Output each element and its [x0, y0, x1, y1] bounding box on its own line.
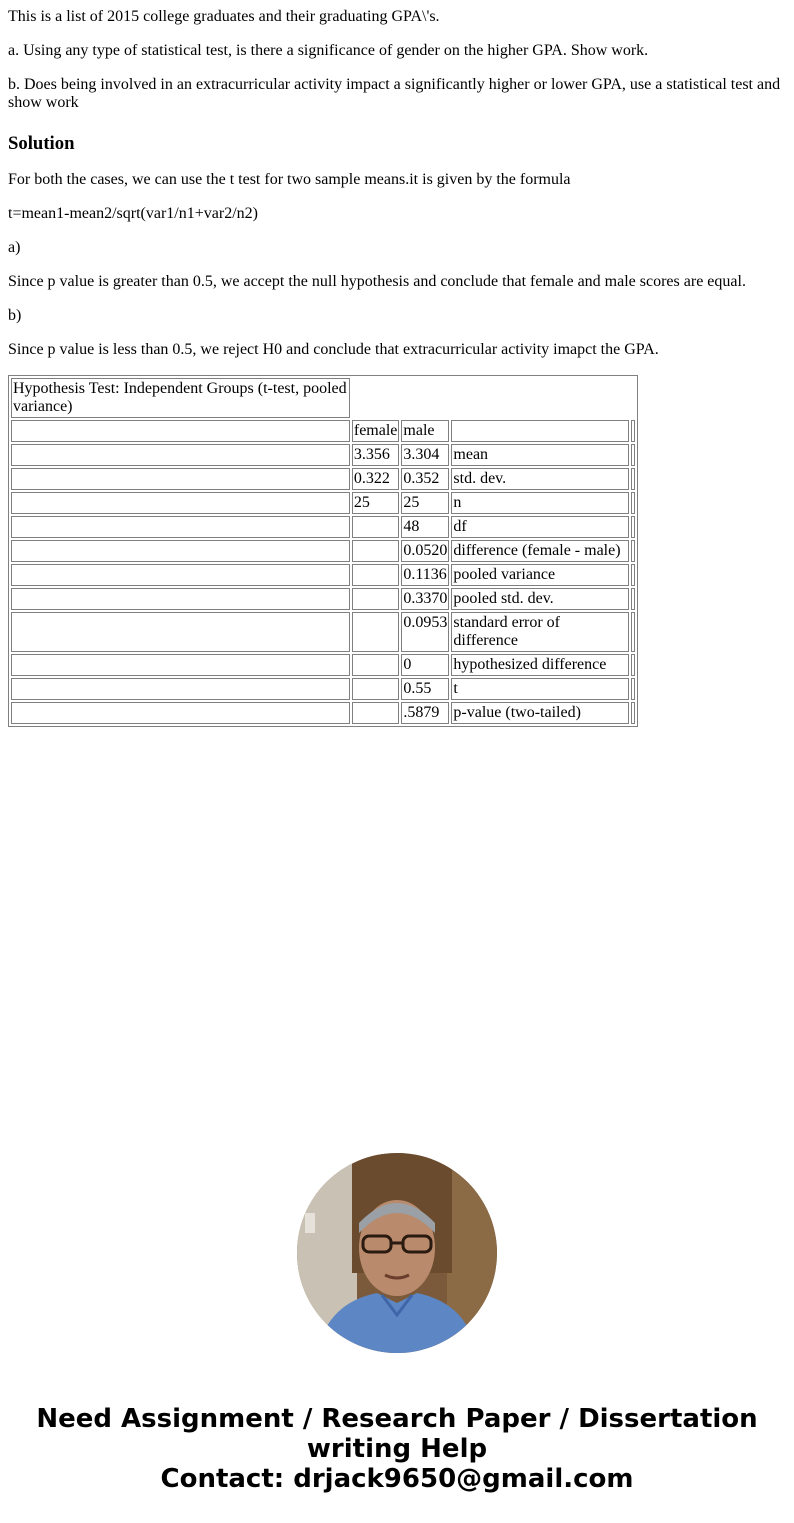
table-row [11, 678, 635, 700]
table-cell-label: pooled variance [451, 564, 629, 586]
table-cell-empty [11, 654, 350, 676]
table-cell-male: 0.0953 [401, 612, 449, 652]
table-cell-empty [11, 516, 350, 538]
table-cell-female: 0.322 [352, 468, 400, 490]
table-header-row [11, 420, 635, 442]
table-cell-label: hypothesized difference [451, 654, 629, 676]
solution-a-text: Since p value is greater than 0.5, we accept the null hypothesis and conclude that female and male scores are equal. [8, 273, 746, 290]
table-cell-edge [631, 588, 635, 610]
table-cell-label: mean [451, 444, 629, 466]
hypothesis-test-table [8, 375, 638, 727]
table-cell-male: 48 [401, 516, 449, 538]
question-part-a: a. Using any type of statistical test, is there a significance of gender on the higher GPA. Show work. [8, 42, 649, 59]
table-cell-empty [11, 492, 350, 514]
table-row [11, 564, 635, 586]
table-cell-female [352, 540, 400, 562]
table-cell-edge [631, 540, 635, 562]
table-cell-edge [631, 678, 635, 700]
table-cell-label: t [451, 678, 629, 700]
table-cell-empty [11, 444, 350, 466]
table-cell-empty [11, 540, 350, 562]
table-cell-label: n [451, 492, 629, 514]
table-row [11, 702, 635, 724]
table-cell-label: df [451, 516, 629, 538]
table-cell-empty [11, 678, 350, 700]
table-row [11, 492, 635, 514]
table-row [11, 588, 635, 610]
table-cell-edge [631, 420, 635, 442]
table-cell-label: pooled std. dev. [451, 588, 629, 610]
table-row [11, 540, 635, 562]
solution-b-text: Since p value is less than 0.5, we reject H0 and conclude that extracurricular activity imapct the GPA. [8, 341, 659, 358]
table-cell-female [352, 654, 400, 676]
table-cell-male: 0.352 [401, 468, 449, 490]
table-cell-male: 25 [401, 492, 449, 514]
table-cell-label: p-value (two-tailed) [451, 702, 629, 724]
table-cell-empty [11, 612, 350, 652]
table-cell-female: 3.356 [352, 444, 400, 466]
table-cell-male: 0.3370 [401, 588, 449, 610]
table-title-spacer [352, 378, 635, 418]
table-cell-edge [631, 564, 635, 586]
table-row [11, 654, 635, 676]
column-header-female: female [352, 420, 400, 442]
table-cell-edge [631, 468, 635, 490]
table-cell-empty [11, 702, 350, 724]
table-cell-label: standard error of difference [451, 612, 629, 652]
question-part-b: b. Does being involved in an extracurricular activity impact a significantly higher or lower GPA, use a statistical test and show work [8, 76, 781, 111]
promo-footer [0, 1404, 794, 1494]
table-cell-empty [11, 420, 350, 442]
table-cell-empty [11, 588, 350, 610]
question-intro: This is a list of 2015 college graduates and their graduating GPA\'s. [8, 8, 440, 25]
table-cell-edge [631, 654, 635, 676]
table-title: Hypothesis Test: Independent Groups (t-test, pooled variance) [11, 378, 350, 418]
table-row [11, 468, 635, 490]
table-cell-edge [631, 702, 635, 724]
table-cell-empty [451, 420, 629, 442]
column-header-male: male [401, 420, 449, 442]
solution-a-label: a) [8, 239, 21, 256]
table-cell-label: difference (female - male) [451, 540, 629, 562]
table-cell-female: 25 [352, 492, 400, 514]
table-cell-edge [631, 492, 635, 514]
solution-heading: Solution [8, 133, 75, 154]
document-body [8, 0, 786, 727]
person-portrait-icon [297, 1153, 497, 1353]
table-cell-female [352, 516, 400, 538]
table-title-row [11, 378, 635, 418]
solution-b-label: b) [8, 307, 22, 324]
table-stat-rows [11, 444, 635, 724]
promo-contact-email: Contact: drjack9650@gmail.com [160, 1464, 634, 1494]
table-cell-female [352, 564, 400, 586]
table-cell-empty [11, 468, 350, 490]
table-cell-empty [11, 564, 350, 586]
author-photo [297, 1153, 497, 1353]
table-cell-male: 0 [401, 654, 449, 676]
solution-intro: For both the cases, we can use the t test for two sample means.it is given by the formula [8, 171, 571, 188]
table-cell-edge [631, 444, 635, 466]
table-cell-male: 3.304 [401, 444, 449, 466]
table-cell-female [352, 678, 400, 700]
table-cell-label: std. dev. [451, 468, 629, 490]
table-cell-male: .5879 [401, 702, 449, 724]
promo-line-2: writing Help [306, 1434, 488, 1464]
promo-line-1: Need Assignment / Research Paper / Dissertation [36, 1404, 758, 1434]
table-row [11, 612, 635, 652]
table-cell-edge [631, 612, 635, 652]
table-cell-edge [631, 516, 635, 538]
table-cell-female [352, 612, 400, 652]
table-cell-male: 0.1136 [401, 564, 449, 586]
table-cell-female [352, 702, 400, 724]
table-row [11, 444, 635, 466]
table-cell-male: 0.55 [401, 678, 449, 700]
table-cell-female [352, 588, 400, 610]
table-cell-male: 0.0520 [401, 540, 449, 562]
solution-formula: t=mean1-mean2/sqrt(var1/n1+var2/n2) [8, 205, 258, 222]
table-row [11, 516, 635, 538]
